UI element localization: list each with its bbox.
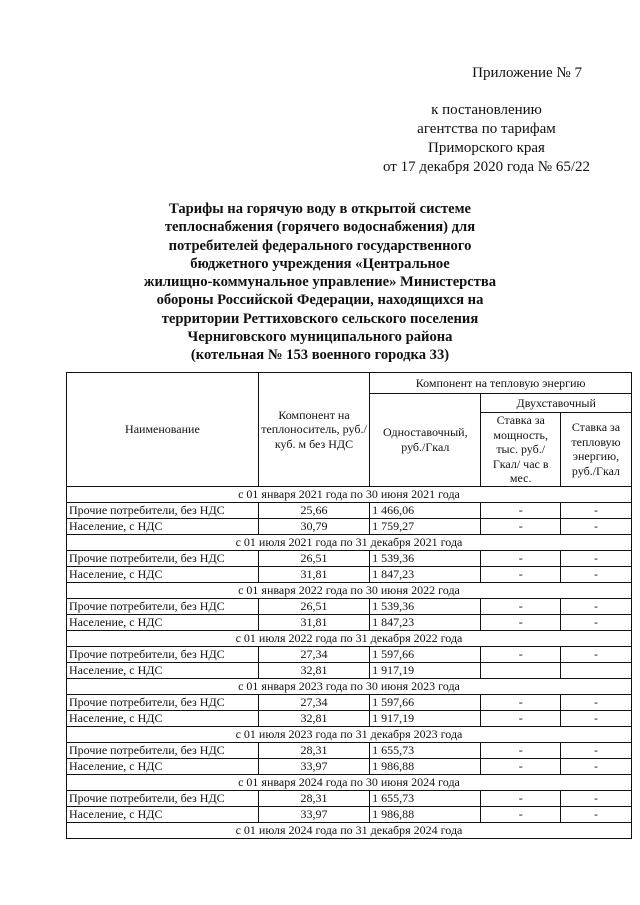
cell-name: Население, с НДС [67,806,259,822]
header-power-rate: Ставка за мощность, тыс. руб./Гкал/ час в мес. [481,413,561,487]
cell-single-rate: 1 986,88 [370,758,481,774]
cell-power-rate: - [481,614,561,630]
period-label: с 01 января 2023 года по 30 июня 2023 года [67,678,632,694]
header-two-rate: Двухставочный [481,394,632,413]
period-label: с 01 января 2021 года по 30 июня 2021 года [67,486,632,502]
cell-single-rate: 1 655,73 [370,790,481,806]
header-energy-group: Компонент на тепловую энергию [370,373,632,394]
cell-single-rate: 1 917,19 [370,662,481,678]
appendix-title: Приложение № 7 [472,65,582,81]
cell-single-rate: 1 655,73 [370,742,481,758]
header-name: Наименование [67,373,259,487]
cell-power-rate: - [481,758,561,774]
cell-power-rate: - [481,518,561,534]
cell-energy-rate: - [560,710,631,726]
cell-name: Прочие потребители, без НДС [67,694,259,710]
cell-energy-rate: - [560,646,631,662]
cell-single-rate: 1 466,06 [370,502,481,518]
cell-power-rate: - [481,598,561,614]
table-row [67,646,632,662]
cell-carrier: 27,34 [258,646,369,662]
table-row [67,598,632,614]
cell-carrier: 30,79 [258,518,369,534]
title-line: потребителей федерального государственного [168,237,472,254]
cell-carrier: 26,51 [258,598,369,614]
cell-name: Население, с НДС [67,566,259,582]
cell-energy-rate: - [560,614,631,630]
cell-single-rate: 1 847,23 [370,614,481,630]
cell-power-rate: - [481,790,561,806]
cell-power-rate: - [481,742,561,758]
period-row [67,534,632,550]
cell-carrier: 27,34 [258,694,369,710]
period-label: с 01 июля 2024 года по 31 декабря 2024 года [67,822,632,838]
cell-name: Население, с НДС [67,518,259,534]
cell-single-rate: 1 539,36 [370,550,481,566]
cell-carrier: 31,81 [258,614,369,630]
appendix-reference [383,101,590,177]
cell-carrier: 28,31 [258,742,369,758]
title-line: бюджетного учреждения «Центральное [190,255,450,272]
cell-name: Население, с НДС [67,662,259,678]
cell-single-rate: 1 597,66 [370,646,481,662]
cell-energy-rate: - [560,598,631,614]
table-row [67,566,632,582]
cell-energy-rate [560,662,631,678]
table-row [67,614,632,630]
cell-energy-rate: - [560,502,631,518]
header-energy-rate: Ставка за тепловую энергию, руб./Гкал [560,413,631,487]
table-row [67,758,632,774]
cell-carrier: 31,81 [258,566,369,582]
appendix-line: к постановлению [431,102,542,118]
cell-name: Прочие потребители, без НДС [67,502,259,518]
period-label: с 01 июля 2023 года по 31 декабря 2023 года [67,726,632,742]
cell-power-rate: - [481,550,561,566]
table-row [67,502,632,518]
cell-name: Прочие потребители, без НДС [67,646,259,662]
table-row [67,806,632,822]
cell-name: Прочие потребители, без НДС [67,550,259,566]
period-row [67,822,632,838]
title-line: жилищно-коммунальное управление» Министерства [143,274,497,291]
period-label: с 01 января 2022 года по 30 июня 2022 года [67,582,632,598]
document-title [130,200,510,365]
table-row [67,518,632,534]
period-label: с 01 июля 2021 года по 31 декабря 2021 года [67,534,632,550]
table-row [67,694,632,710]
table-row [67,550,632,566]
cell-power-rate: - [481,566,561,582]
cell-carrier: 33,97 [258,758,369,774]
cell-energy-rate: - [560,742,631,758]
cell-carrier: 32,81 [258,662,369,678]
cell-power-rate: - [481,694,561,710]
cell-single-rate: 1 847,23 [370,566,481,582]
cell-power-rate: - [481,646,561,662]
title-line: Черниговского муниципального района [187,329,453,346]
cell-energy-rate: - [560,518,631,534]
title-line: теплоснабжения (горячего водоснабжения) для [164,219,476,236]
table-row [67,710,632,726]
table-row [67,742,632,758]
appendix-line: агентства по тарифам [417,121,556,137]
cell-name: Население, с НДС [67,758,259,774]
period-row [67,774,632,790]
period-label: с 01 января 2024 года по 30 июня 2024 года [67,774,632,790]
cell-energy-rate: - [560,550,631,566]
cell-carrier: 32,81 [258,710,369,726]
cell-power-rate: - [481,806,561,822]
appendix-line: Приморского края [428,140,545,156]
tariff-body [67,486,632,838]
cell-carrier: 25,66 [258,502,369,518]
title-line: территории Реттиховского сельского поселения [161,310,479,327]
title-line: Тарифы на горячую воду в открытой системе [168,201,472,217]
cell-name: Население, с НДС [67,710,259,726]
cell-energy-rate: - [560,790,631,806]
cell-carrier: 28,31 [258,790,369,806]
header-carrier: Компонент на теплоноситель, руб./куб. м без НДС [258,373,369,487]
cell-energy-rate: - [560,694,631,710]
cell-single-rate: 1 917,19 [370,710,481,726]
period-row [67,726,632,742]
cell-power-rate [481,662,561,678]
title-line: (котельная № 153 военного городка 33) [190,347,450,364]
period-row [67,486,632,502]
cell-name: Прочие потребители, без НДС [67,742,259,758]
table-row [67,662,632,678]
appendix-line: от 17 декабря 2020 года № 65/22 [382,159,590,175]
period-row [67,678,632,694]
cell-name: Прочие потребители, без НДС [67,598,259,614]
tariff-table [66,372,632,839]
title-line: обороны Российской Федерации, находящихся на [156,292,484,309]
cell-carrier: 33,97 [258,806,369,822]
cell-power-rate: - [481,502,561,518]
cell-name: Население, с НДС [67,614,259,630]
cell-single-rate: 1 539,36 [370,598,481,614]
cell-energy-rate: - [560,758,631,774]
cell-power-rate: - [481,710,561,726]
cell-name: Прочие потребители, без НДС [67,790,259,806]
period-row [67,582,632,598]
period-row [67,630,632,646]
cell-energy-rate: - [560,806,631,822]
cell-energy-rate: - [560,566,631,582]
cell-single-rate: 1 597,66 [370,694,481,710]
cell-single-rate: 1 986,88 [370,806,481,822]
header-single-rate: Одноставочный, руб./Гкал [370,394,481,487]
cell-single-rate: 1 759,27 [370,518,481,534]
cell-carrier: 26,51 [258,550,369,566]
period-label: с 01 июля 2022 года по 31 декабря 2022 года [67,630,632,646]
table-row [67,790,632,806]
